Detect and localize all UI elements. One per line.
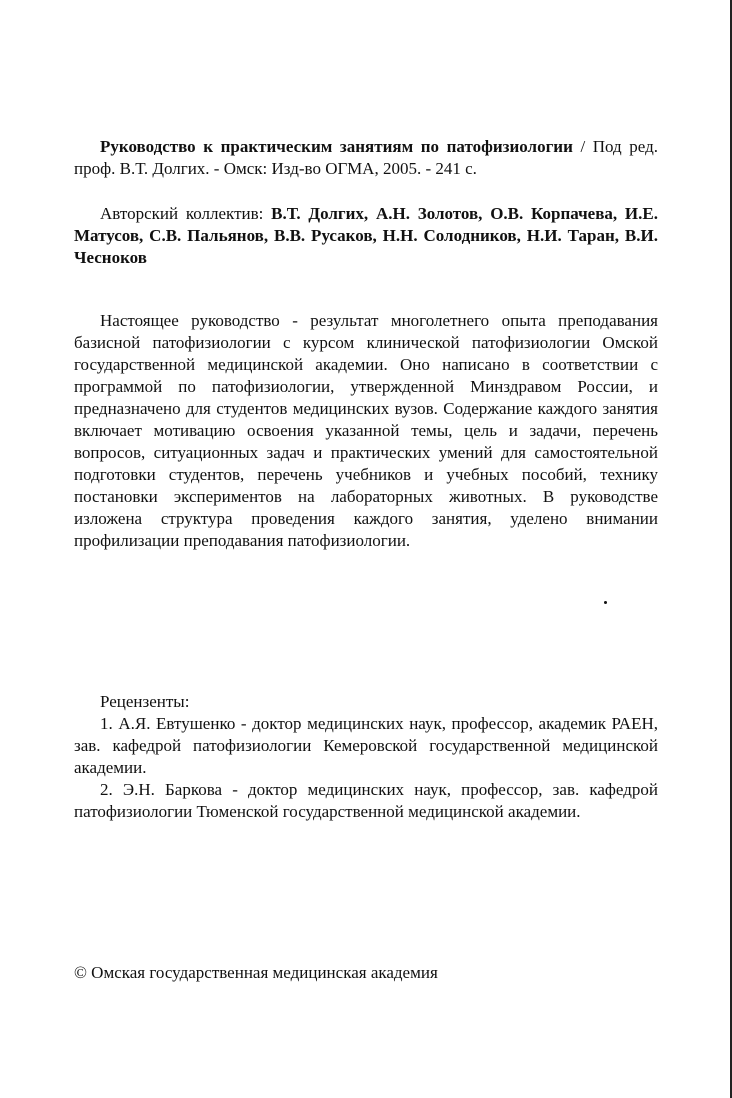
abstract-paragraph: Настоящее руководство - результат многолетнего опыта преподавания базисной патофизиологии с курсом клинической патофизиологии Омской государственной медицинской академии. Оно написано в соответствии с программой по патофизиологии, утвержденной Минздравом России, и предназначено для студентов медицинских вузов. Содержание каждого занятия включает мотивацию освоения указанной темы, цель и задачи, перечень вопросов, ситуационных задач и практических умений для самостоятельной подготовки студентов, перечень учебников и учебных пособий, технику постановки экспериментов на лабораторных животных. В руководстве изложена структура проведения каждого занятия, уделено внимании профилизации преподавания патофизиологии. [74,311,658,550]
authors-names: В.Т. Долгих, А.Н. Золотов, О.В. Корпачева, И.Е. Матусов, С.В. Пальянов, В.В. Русаков, Н.Н. Солодников, Н.И. Таран, В.И. Чесноков [74,204,658,267]
reviewers-section [74,691,658,823]
bibliographic-record [74,136,658,180]
reviewer-item: 2. Э.Н. Баркова - доктор медицинских наук, профессор, зав. кафедрой патофизиологии Тюменской государственной медицинской академии. [74,780,658,821]
publication-details: / Под ред. проф. В.Т. Долгих. - Омск: Изд-во ОГМА, 2005. - 241 с. [74,137,658,178]
reviewer-item: 1. А.Я. Евтушенко - доктор медицинских наук, профессор, академик РАЕН, зав. кафедрой патофизиологии Кемеровской государственной медицинской академии. [74,714,658,777]
authors-label: Авторский коллектив: [100,204,272,223]
copyright-line: © Омская государственная медицинская академия [74,963,438,982]
reviewers-heading: Рецензенты: [100,692,190,711]
author-collective [74,203,658,269]
book-title: Руководство к практическим занятиям по патофизиологии [100,137,573,156]
scan-speck [604,601,607,604]
